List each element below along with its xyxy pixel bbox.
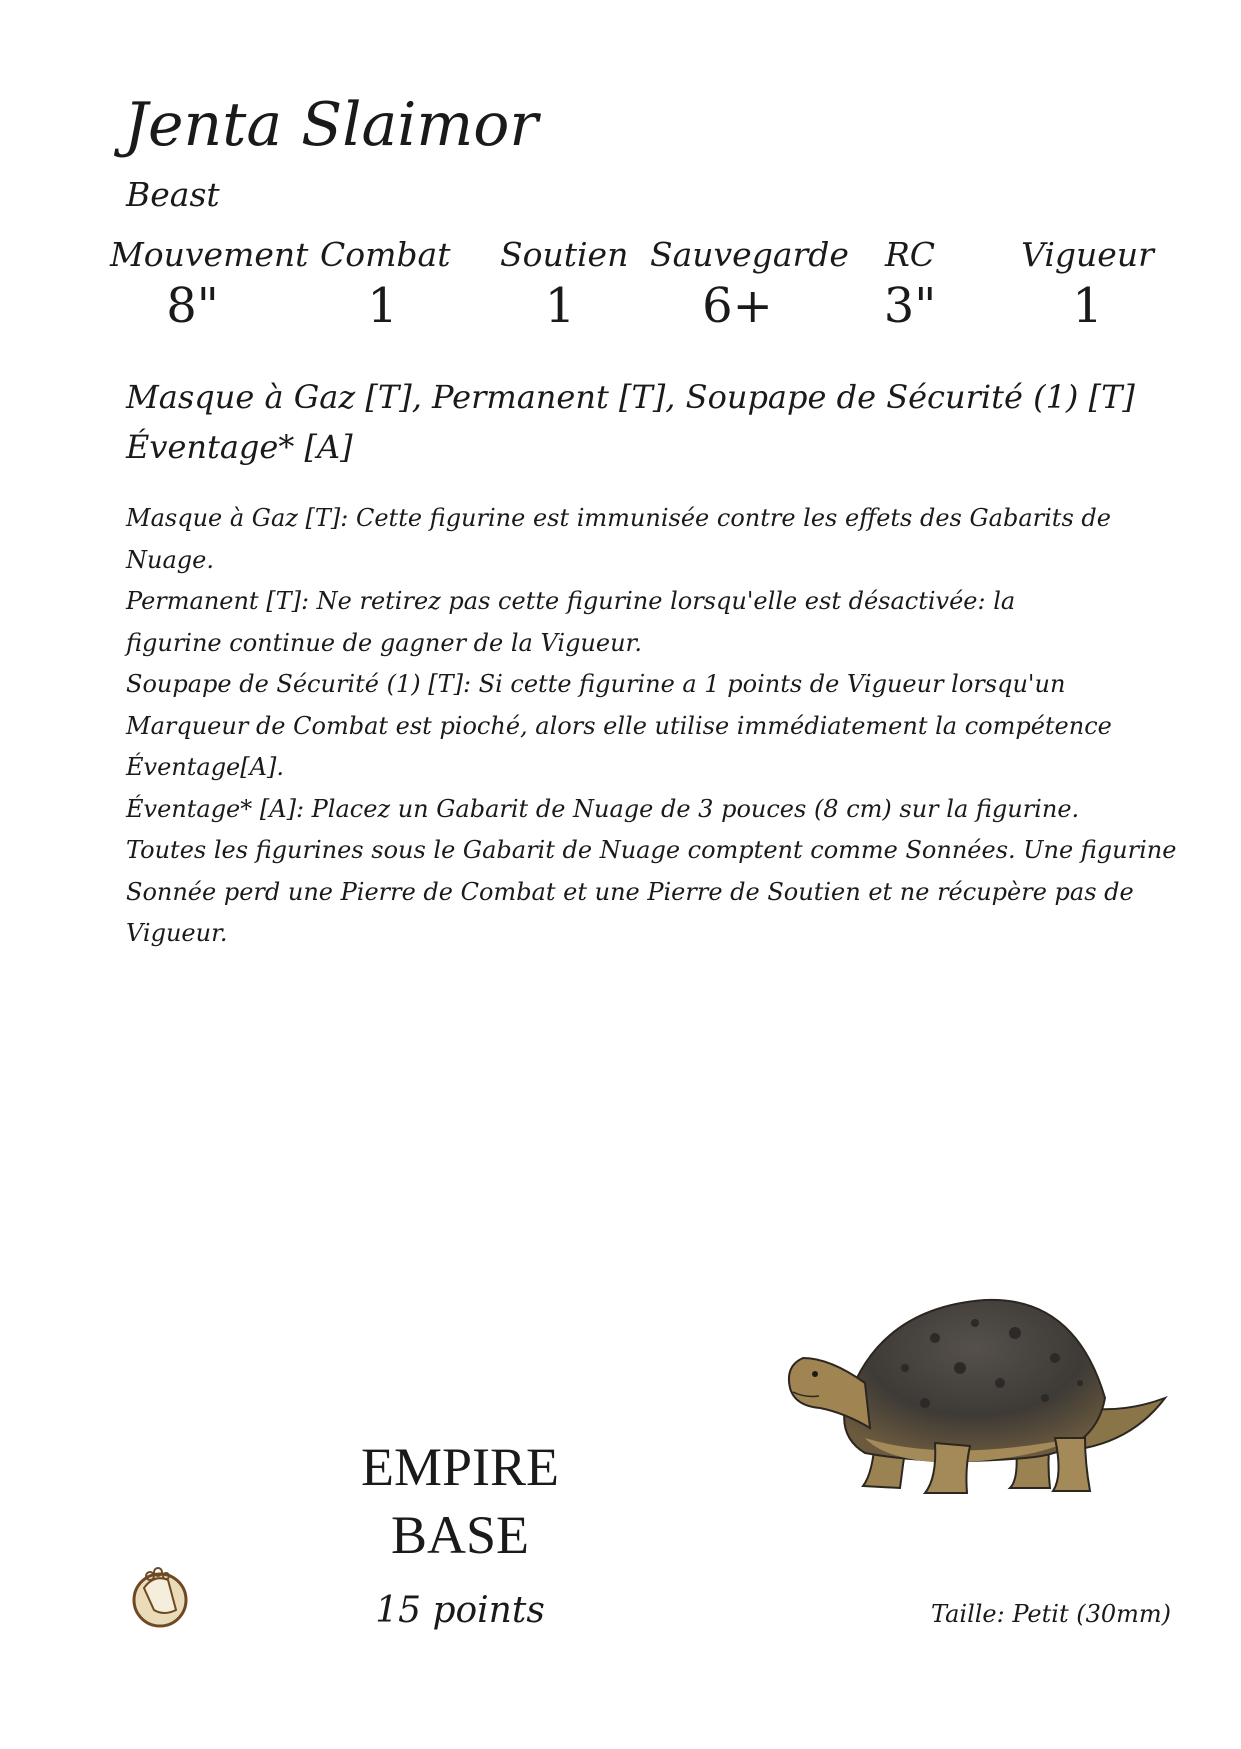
stat-value: 1: [1072, 278, 1103, 334]
stat-value: 8": [166, 278, 219, 334]
description-line: Soupape de Sécurité (1) [T]: Si cette figurine a 1 points de Vigueur lorsqu'un: [126, 670, 1066, 698]
description-line: Nuage.: [126, 545, 214, 574]
description-line: Éventage[A].: [126, 753, 284, 781]
stat-value: 6+: [702, 278, 773, 334]
stat-rc: [860, 235, 960, 334]
abilities-summary: [126, 372, 1135, 472]
stat-label: Soutien: [500, 235, 629, 274]
stat-label: Mouvement: [110, 235, 309, 274]
ability-descriptions: [126, 498, 1177, 955]
stat-label: Combat: [320, 235, 451, 274]
description-line: Toutes les figurines sous le Gabarit de Nuage comptent comme Sonnées. Une figurine: [126, 836, 1177, 864]
unit-type: Beast: [126, 175, 220, 214]
description-line: Éventage* [A]: Placez un Gabarit de Nuage de 3 pouces (8 cm) sur la figurine.: [126, 794, 1080, 823]
stat-row: [110, 235, 1160, 355]
creature-illustration: [785, 1288, 1170, 1498]
stat-combat: [320, 235, 451, 334]
description-line: Marqueur de Combat est pioché, alors elle utilise immédiatement la compétence: [126, 711, 1112, 740]
stat-mouvement: [110, 235, 309, 334]
faction-line: BASE: [390, 1505, 530, 1565]
stat-label: Sauvegarde: [650, 235, 849, 274]
abilities-line: Éventage* [A]: [126, 428, 353, 466]
stat-label: RC: [884, 235, 936, 274]
faction-line: EMPIRE: [360, 1437, 560, 1497]
stat-label: Vigueur: [1021, 235, 1154, 274]
faction-emblem-icon: [124, 1560, 194, 1630]
description-line: Sonnée perd une Pierre de Combat et une Pierre de Soutien et ne récupère pas de: [126, 877, 1134, 906]
description-line: Vigueur.: [126, 919, 228, 947]
stat-value: 1: [544, 278, 576, 334]
stat-vigueur: [1015, 235, 1160, 334]
stat-value: 3": [883, 278, 937, 334]
base-size: Taille: Petit (30mm): [930, 1600, 1171, 1628]
points-cost: 15 points: [375, 1590, 545, 1631]
description-line: Permanent [T]: Ne retirez pas cette figurine lorsqu'elle est désactivée: la: [126, 587, 1016, 615]
unit-name: Jenta Slaimor: [124, 90, 539, 160]
faction-name: [300, 1433, 620, 1569]
stat-value: 1: [367, 278, 398, 334]
stat-soutien: [500, 235, 629, 334]
description-line: figurine continue de gagner de la Vigueur.: [126, 628, 643, 657]
abilities-line: Masque à Gaz [T], Permanent [T], Soupape de Sécurité (1) [T]: [126, 378, 1135, 416]
stat-sauvegarde: [650, 235, 849, 334]
description-line: Masque à Gaz [T]: Cette figurine est immunisée contre les effets des Gabarits de: [126, 504, 1111, 532]
